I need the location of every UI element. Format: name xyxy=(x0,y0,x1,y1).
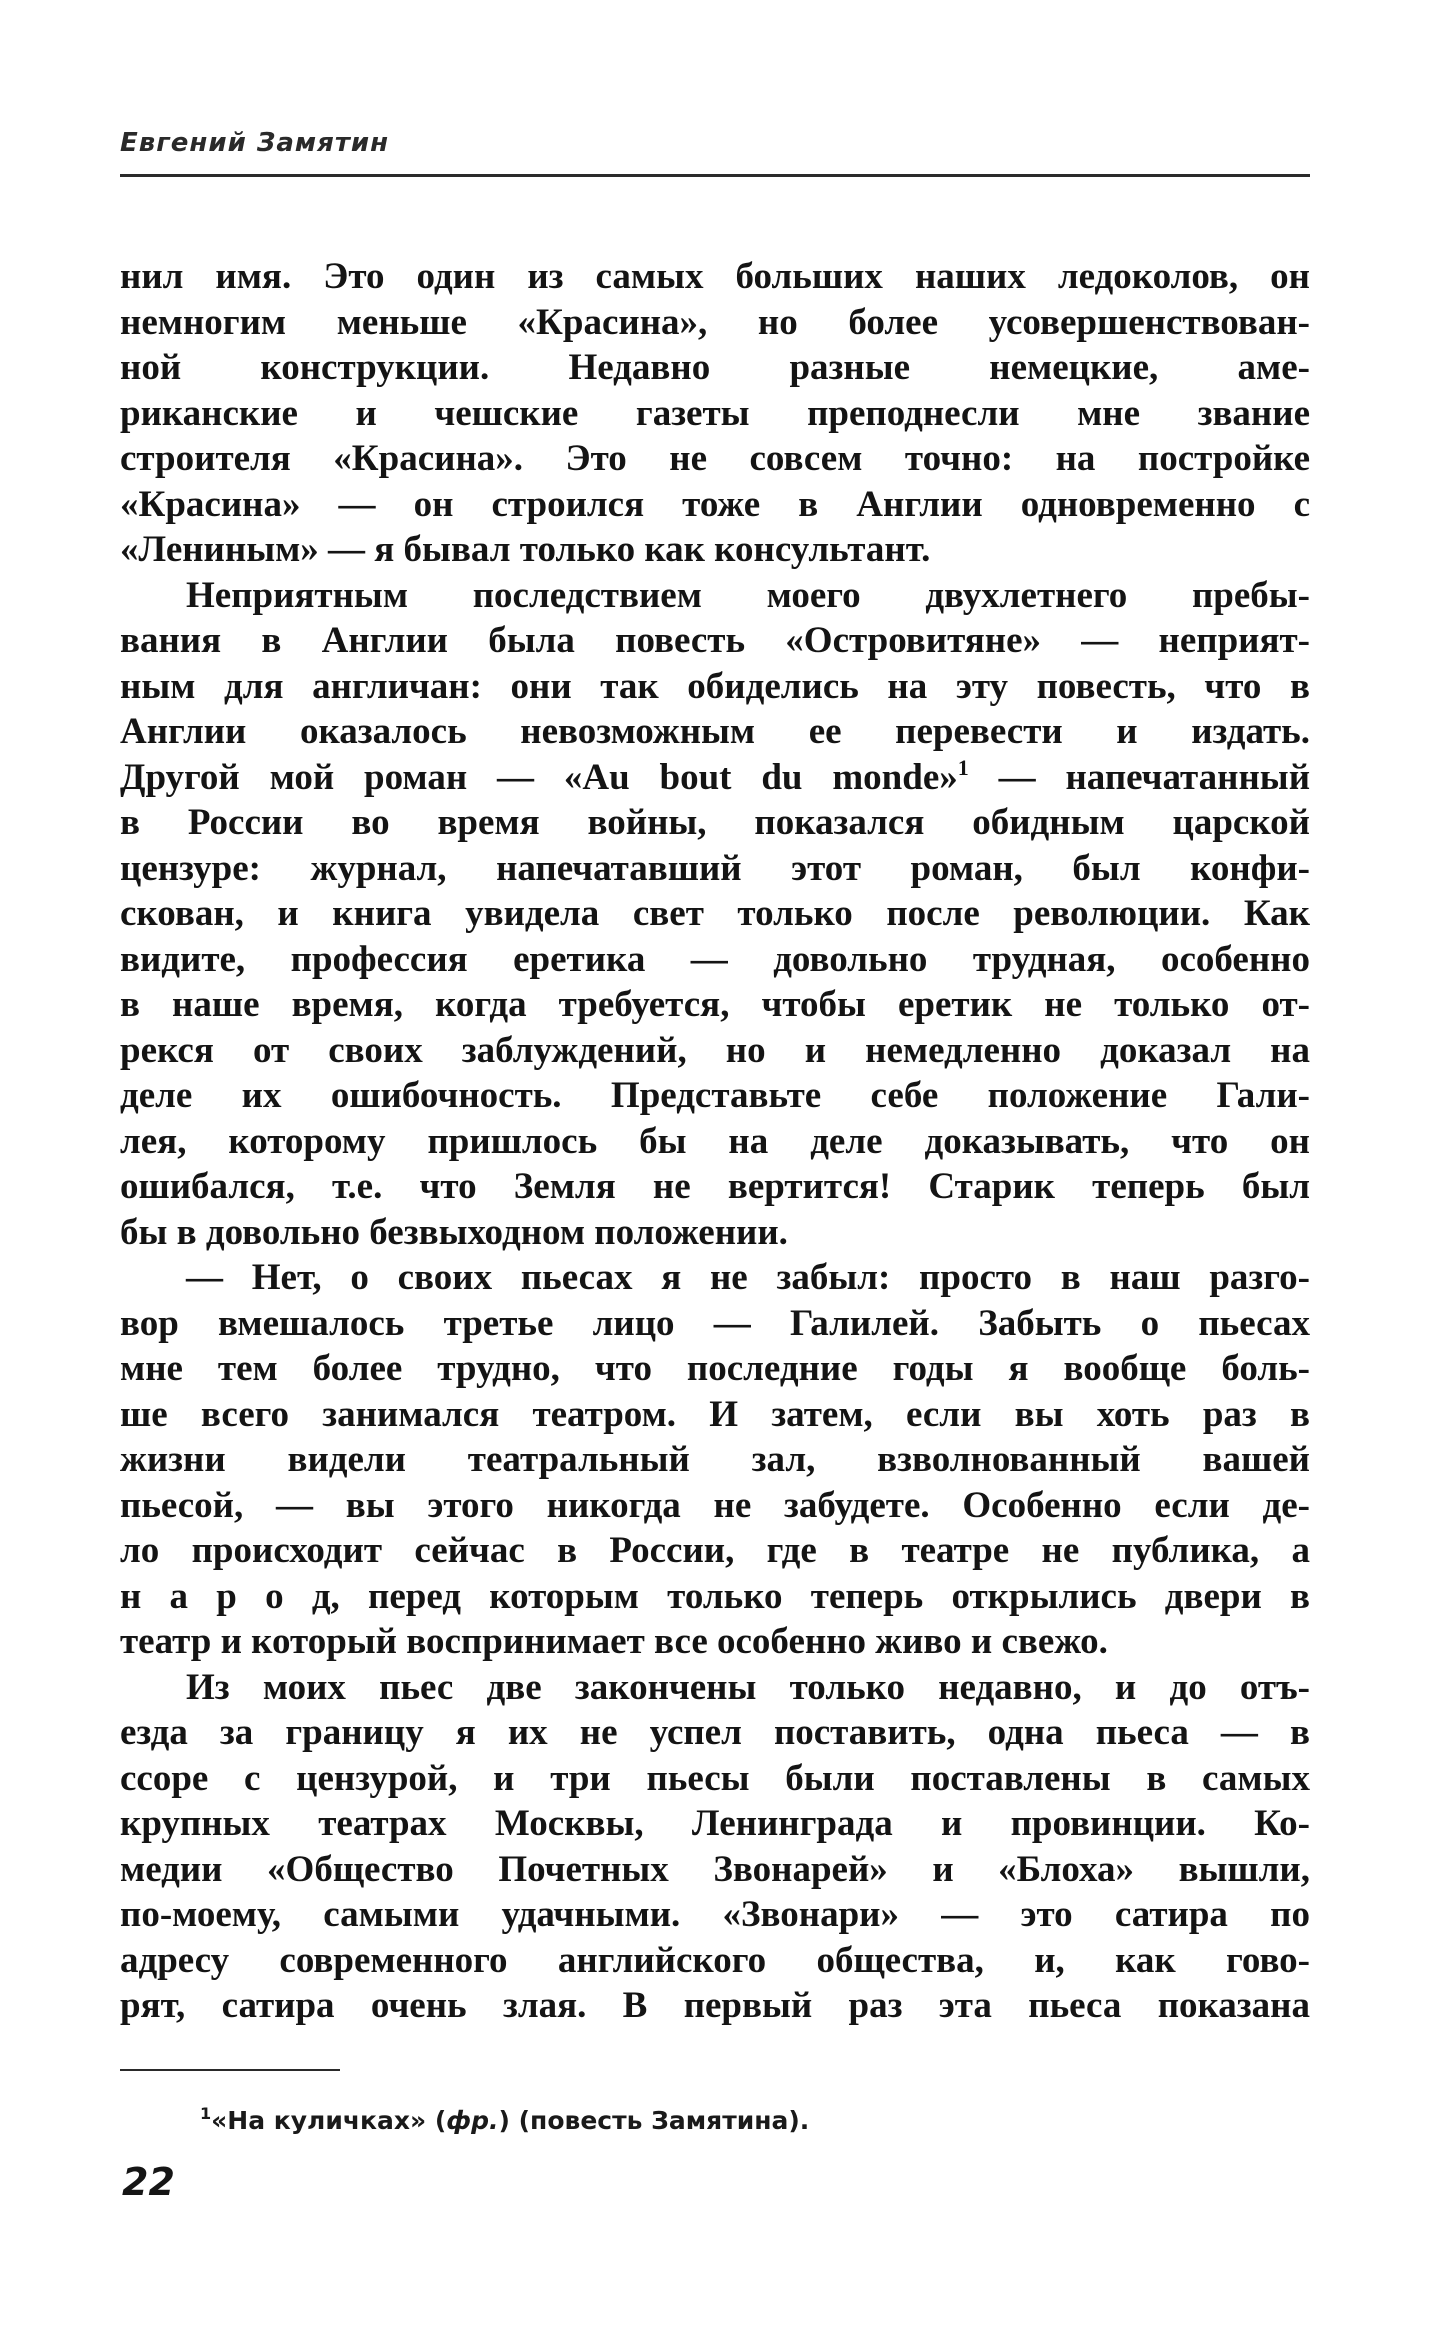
text-segment: — напечатанный xyxy=(998,756,1311,798)
text-line: «Лениным» — я бывал только как консультант. xyxy=(120,529,931,570)
text-line: н а р о д, перед которым только теперь открылись двери в xyxy=(120,1575,1310,1617)
running-head: Евгений Замятин xyxy=(120,128,390,158)
footnote xyxy=(200,2104,809,2135)
footnote-rule xyxy=(120,2069,340,2071)
footnote-reference: 1 xyxy=(957,754,969,780)
text-line: «Красина» — он строился тоже в Англии одновременно с xyxy=(120,483,1310,525)
text-line-with-footnote xyxy=(120,755,1310,801)
text-line: в наше время, когда требуется, чтобы еретик не только от- xyxy=(120,984,1310,1025)
text-line: ошибался, т.е. что Земля не вертится! Старик теперь был xyxy=(120,1166,1310,1207)
text-line: ной конструкции. Недавно разные немецкие, аме- xyxy=(120,347,1310,388)
text-line: деле их ошибочность. Представьте себе положение Гали- xyxy=(120,1075,1310,1116)
text-line: скован, и книга увидела свет только после революции. Как xyxy=(120,893,1310,934)
text-line: строителя «Красина». Это не совсем точно: на постройке xyxy=(120,438,1310,479)
text-line: бы в довольно безвыходном положении. xyxy=(120,1211,788,1253)
text-line: лея, которому пришлось бы на деле доказывать, что он xyxy=(120,1120,1310,1162)
text-line: адресу современного английского общества, и, как гово- xyxy=(120,1939,1310,1981)
footnote-language-abbrev: фр. xyxy=(446,2106,499,2135)
footnote-marker: 1 xyxy=(200,2104,212,2123)
text-line: вор вмешалось третье лицо — Галилей. Забыть о пьесах xyxy=(120,1302,1310,1344)
text-line: Англии оказалось невозможным ее перевести и издать. xyxy=(120,711,1310,752)
page-number: 22 xyxy=(122,2160,175,2204)
text-line: езда за границу я их не успел поставить, одна пьеса — в xyxy=(120,1712,1310,1753)
text-line: нил имя. Это один из самых больших наших ледоколов, он xyxy=(120,256,1310,297)
text-line: медии «Общество Почетных Звонарей» и «Блоха» вышли, xyxy=(120,1848,1310,1890)
header-rule xyxy=(120,174,1310,177)
footnote-text: «На куличках» ( xyxy=(211,2106,447,2135)
text-segment: Другой мой роман — «Au bout du monde» xyxy=(120,756,958,798)
text-line: вания в Англии была повесть «Островитяне» — неприят- xyxy=(120,620,1310,661)
text-line: мне тем более трудно, что последние годы я вообще боль- xyxy=(120,1348,1310,1389)
text-line: — Нет, о своих пьесах я не забыл: просто в наш разго- xyxy=(186,1257,1310,1298)
footnote-text: ) (повесть Замятина). xyxy=(498,2106,810,2135)
text-line: Из моих пьес две закончены только недавно, и до отъ- xyxy=(186,1666,1310,1708)
body-text xyxy=(120,254,1310,2029)
text-line: ло происходит сейчас в России, где в театре не публика, а xyxy=(120,1530,1310,1571)
text-line: рят, сатира очень злая. В первый раз эта пьеса показана xyxy=(120,1985,1310,2026)
text-line: театр и который воспринимает все особенно живо и свежо. xyxy=(120,1621,1108,1662)
text-line: рекся от своих заблуждений, но и немедленно доказал на xyxy=(120,1029,1310,1071)
text-line: ссоре с цензурой, и три пьесы были поставлены в самых xyxy=(120,1757,1310,1799)
text-line: немногим меньше «Красина», но более усовершенствован- xyxy=(120,301,1310,343)
text-line: ше всего занимался театром. И затем, если вы хоть раз в xyxy=(120,1393,1310,1435)
text-line: крупных театрах Москвы, Ленинграда и провинции. Ко- xyxy=(120,1803,1310,1844)
text-line: в России во время войны, показался обидным царской xyxy=(120,802,1310,843)
text-line: пьесой, — вы этого никогда не забудете. Особенно если де- xyxy=(120,1484,1310,1526)
text-line: жизни видели театральный зал, взволнованный вашей xyxy=(120,1439,1310,1480)
text-line: по-моему, самыми удачными. «Звонари» — это сатира по xyxy=(120,1894,1310,1935)
text-line: риканские и чешские газеты преподнесли мне звание xyxy=(120,392,1310,434)
text-line: видите, профессия еретика — довольно трудная, особенно xyxy=(120,938,1310,980)
text-line: Неприятным последствием моего двухлетнего пребы- xyxy=(186,574,1310,616)
text-line: цензуре: журнал, напечатавший этот роман, был конфи- xyxy=(120,847,1310,889)
text-line: ным для англичан: они так обиделись на эту повесть, что в xyxy=(120,665,1310,707)
